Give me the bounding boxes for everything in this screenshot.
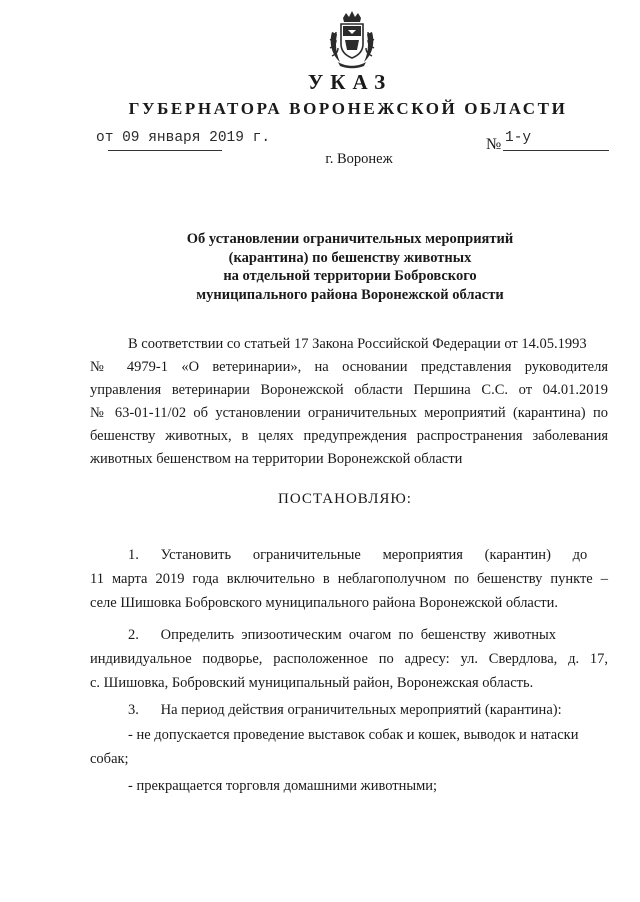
subject-line: муниципального района Воронежской области: [196, 286, 504, 303]
decree-word: ПОСТАНОВЛЯЮ:: [278, 491, 412, 507]
document-subject: [60, 230, 640, 304]
preamble-line: бешенству животных, в целях предупреждения распространения заболевания: [90, 428, 608, 444]
number-sign: №: [486, 136, 502, 153]
item-3-subitem-line: - не допускается проведение выставок собак и кошек, выводок и натаски: [128, 727, 579, 743]
item-3-subitem-line: - прекращается торговля домашними животными;: [128, 778, 438, 794]
item-3-line: 3. На период действия ограничительных мероприятий (карантина):: [128, 702, 562, 718]
item-2-line: 2. Определить эпизоотическим очагом по бешенству животных: [128, 627, 557, 643]
item-2-line: индивидуальное подворье, расположенное по адресу: ул. Свердлова, д. 17,: [90, 651, 608, 667]
subject-line: Об установлении ограничительных мероприятий: [186, 231, 514, 247]
preamble-line: № 63-01-11/02 об установлении ограничительных мероприятий (карантина) по: [90, 405, 608, 421]
item-1-line: селе Шишовка Бобровского муниципального района Воронежской области.: [90, 595, 559, 611]
document-date: от 09 января 2019 г.: [96, 130, 271, 146]
subject-line: на отдельной территории Бобровского: [223, 268, 477, 284]
document-subtitle: ГУБЕРНАТОРА ВОРОНЕЖСКОЙ ОБЛАСТИ: [128, 99, 568, 118]
coat-of-arms-icon: [326, 10, 378, 70]
preamble-line: В соответствии со статьей 17 Закона Российской Федерации от 14.05.1993: [128, 336, 587, 352]
preamble-line: животных бешенством на территории Воронежской области: [90, 451, 463, 467]
item-1-line: 11 марта 2019 года включительно в неблагополучном по бешенству пункте –: [90, 571, 608, 587]
preamble-line: № 4979-1 «О ветеринарии», на основании представления руководителя: [90, 359, 608, 375]
preamble-line: управления ветеринарии Воронежской области Першина С.С. от 04.01.2019: [90, 382, 608, 398]
document-city: г. Воронеж: [325, 151, 393, 167]
item-3-subitem-line: собак;: [90, 751, 129, 767]
subject-line: (карантина) по бешенству животных: [228, 249, 472, 266]
document-title: УКАЗ: [307, 70, 393, 94]
item-1-line: 1. Установить ограничительные мероприятия (карантин) до: [128, 547, 588, 563]
item-2-line: с. Шишовка, Бобровский муниципальный район, Воронежская область.: [90, 675, 534, 691]
document-number: 1-у: [505, 130, 532, 146]
